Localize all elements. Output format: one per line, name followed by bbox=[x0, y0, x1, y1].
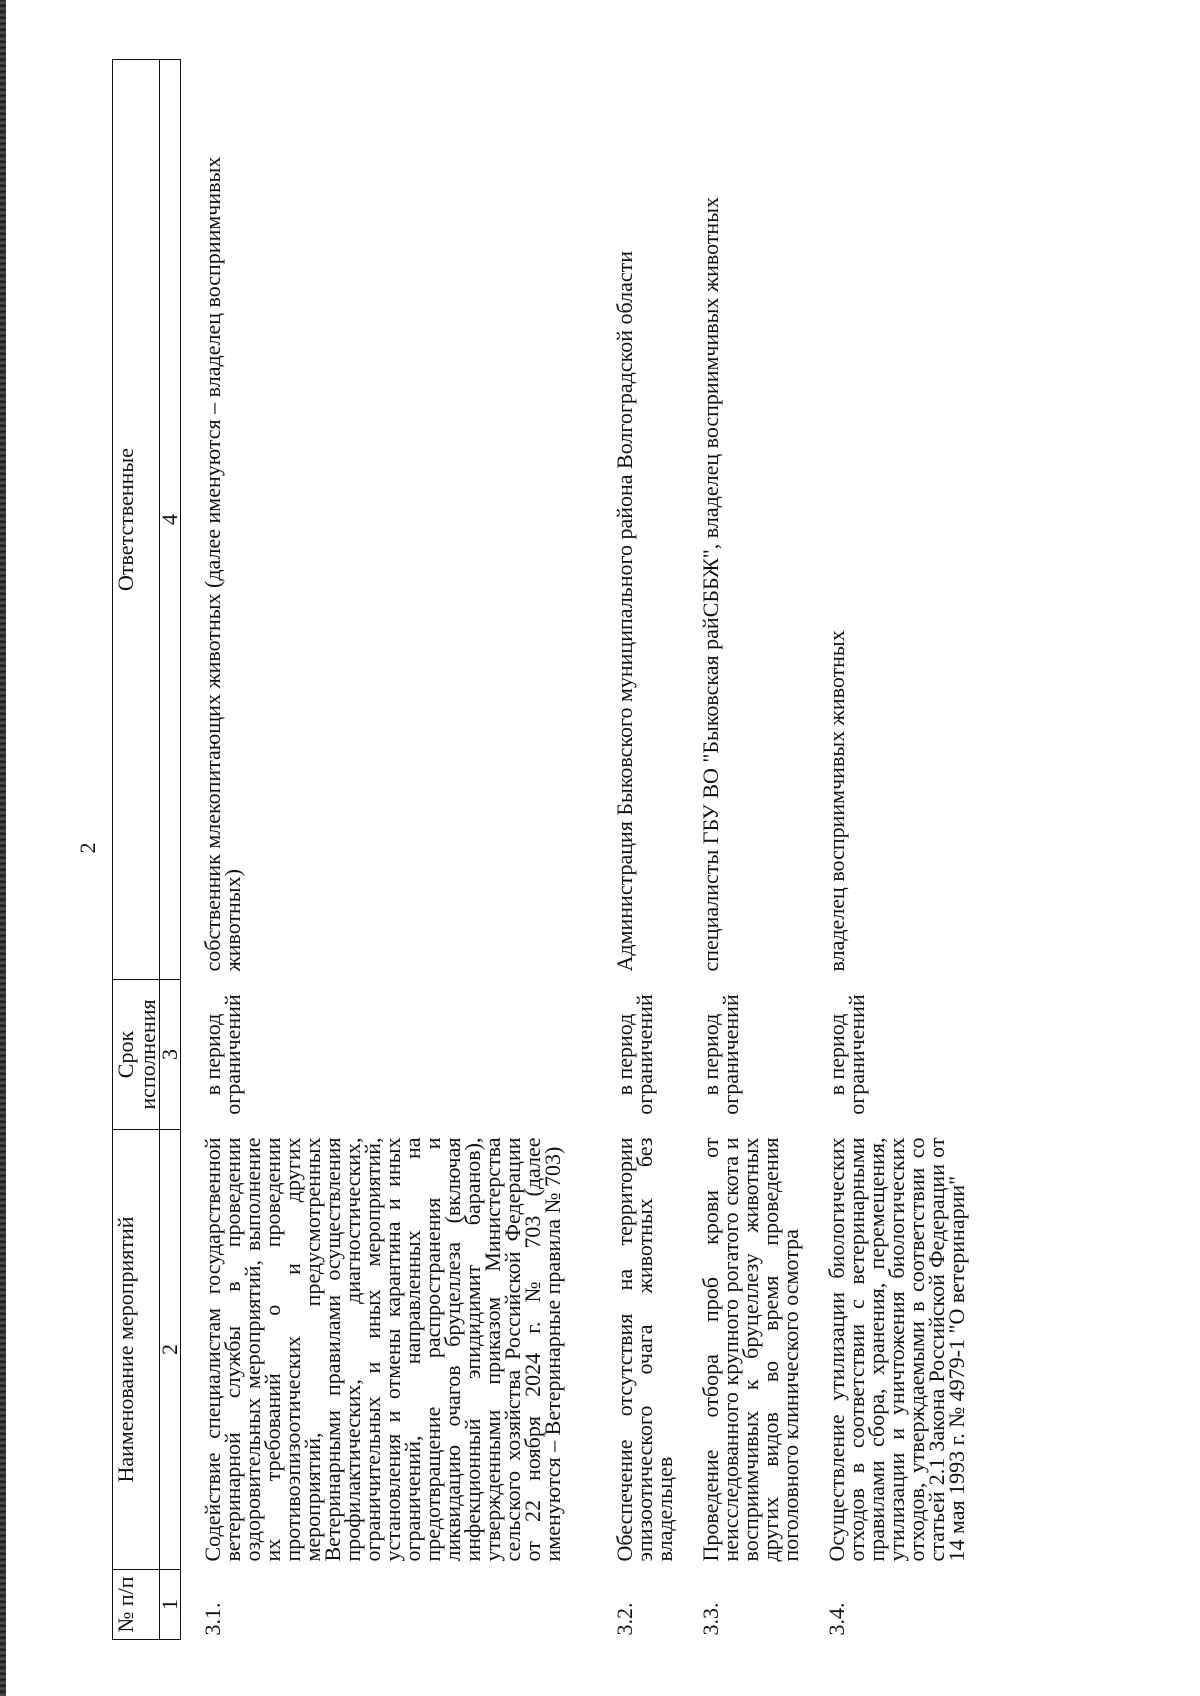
row-term: в период ограничений bbox=[698, 994, 743, 1115]
table-row bbox=[701, 60, 827, 1640]
table-row bbox=[827, 60, 987, 1640]
row-responsible: специалисты ГБУ ВО "Быковская райСББЖ", владелец восприимчивых животных bbox=[698, 197, 723, 972]
header-number: № п/п bbox=[113, 1570, 160, 1640]
table-row bbox=[615, 60, 701, 1640]
column-number-2: 2 bbox=[160, 1130, 181, 1570]
column-number-1: 1 bbox=[160, 1570, 181, 1640]
row-name: Осуществление утилизации биологических отходов в соответствии с ветеринарными правилами сбора, хранения, перемещения, утилизации и уничтожения биологических отходов, утверждаемыми в соответствии со статьей 2.1 Закона Российской Федерации от 14 мая 1993 г. № 4979-1 "О ветеринарии" bbox=[824, 1137, 969, 1562]
row-responsible: владелец восприимчивых животных bbox=[824, 630, 849, 972]
column-number-3: 3 bbox=[160, 980, 181, 1130]
row-number: 3.2. bbox=[612, 1602, 637, 1636]
row-term: в период ограничений bbox=[200, 994, 245, 1115]
row-responsible: собственник млекопитающих животных (далее именуются – владелец восприимчивых животных) bbox=[200, 156, 245, 972]
column-number-4: 4 bbox=[160, 60, 181, 980]
row-number: 3.4. bbox=[824, 1602, 849, 1636]
row-number: 3.3. bbox=[698, 1602, 723, 1636]
table-row bbox=[181, 60, 616, 1640]
row-term: в период ограничений bbox=[612, 994, 657, 1115]
row-name: Проведение отбора проб крови от неисследованного крупного рогатого скота и восприимчивых к бруцеллезу животных других видов во время проведения поголовного клинического осмотра bbox=[698, 1137, 803, 1562]
row-term: в период ограничений bbox=[824, 994, 869, 1115]
row-name: Обеспечение отсутствия на территории эпизоотического очага животных без владельцев bbox=[612, 1137, 677, 1562]
header-responsible: Ответственные bbox=[113, 60, 160, 980]
scan-edge bbox=[0, 0, 6, 1696]
measures-table bbox=[112, 59, 987, 1640]
header-name: Наименование мероприятий bbox=[113, 1130, 160, 1570]
row-responsible: Администрация Быковского муниципального района Волгоградской области bbox=[612, 250, 637, 972]
page-number: 2 bbox=[75, 842, 100, 854]
row-number: 3.1. bbox=[200, 1602, 225, 1636]
header-term: Срок исполнения bbox=[113, 980, 160, 1130]
column-number-row bbox=[160, 60, 181, 1640]
rotated-document bbox=[112, 60, 1200, 1640]
row-name: Содействие специалистам государственной ветеринарной службы в проведении оздоровительных мероприятий, выполнение их требований о проведении противоэпизоотических и других мероприятий, предусмотренных Ветеринарными правилами осуществления профилактических, диагностических, ограничительных и иных мероприятий, установления и отмены карантина и иных ограничений, направленных на предотвращение распространения и ликвидацию очагов бруцеллеза (включая инфекционный эпидидимит баранов), утвержденными приказом Министерства сельского хозяйства Российской Федерации от 22 ноября 2024 г. № 703 (далее именуются – Ветеринарные правила № 703) bbox=[200, 1137, 565, 1562]
table-header-row bbox=[113, 60, 160, 1640]
